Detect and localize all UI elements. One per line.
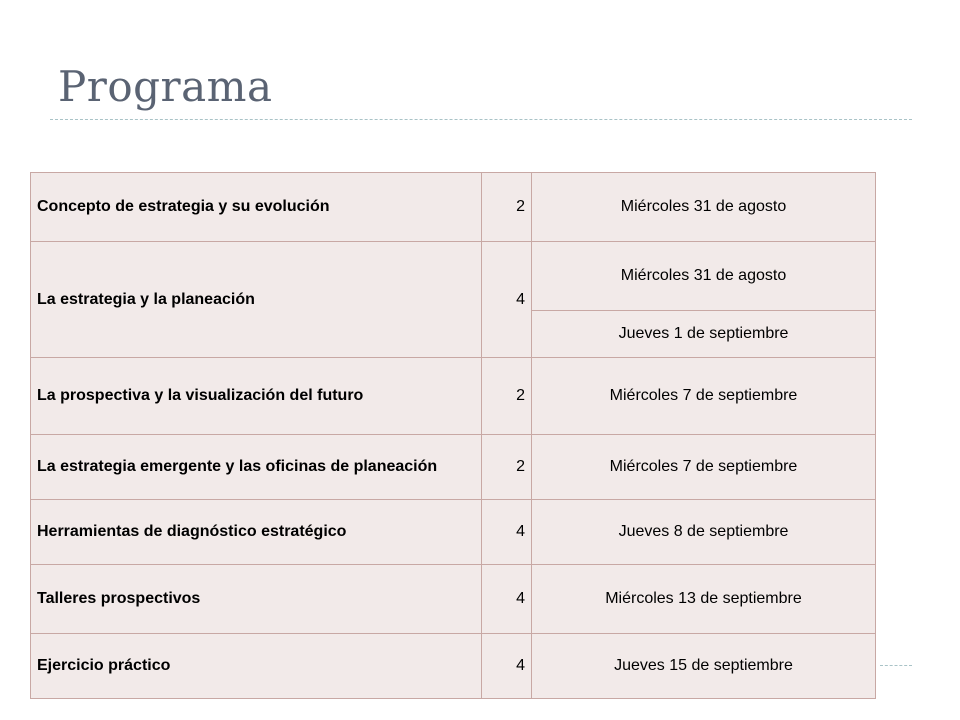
- table-row: [31, 565, 876, 634]
- table-row: [31, 358, 876, 435]
- hours-cell: 4: [482, 500, 532, 565]
- date-cell: Miércoles 13 de septiembre: [532, 565, 876, 634]
- hours-cell: 4: [482, 242, 532, 358]
- table-row: [31, 500, 876, 565]
- date-cell: Miércoles 31 de agosto: [532, 173, 876, 242]
- date-cell: Miércoles 7 de septiembre: [532, 358, 876, 435]
- topic-cell: Ejercicio práctico: [31, 634, 482, 699]
- table-row: [31, 435, 876, 500]
- program-table: [30, 172, 876, 699]
- date-cell: Miércoles 7 de septiembre: [532, 435, 876, 500]
- hours-cell: 4: [482, 634, 532, 699]
- bottom-divider: [880, 665, 912, 666]
- table-row: [31, 634, 876, 699]
- date-cell: Jueves 8 de septiembre: [532, 500, 876, 565]
- table-row: [31, 242, 876, 311]
- date-cell: Jueves 1 de septiembre: [532, 311, 876, 358]
- table-row: [31, 173, 876, 242]
- slide-title: Programa: [58, 62, 273, 111]
- hours-cell: 4: [482, 565, 532, 634]
- date-cell: Miércoles 31 de agosto: [532, 242, 876, 311]
- hours-cell: 2: [482, 358, 532, 435]
- topic-cell: La estrategia emergente y las oficinas de planeación: [31, 435, 482, 500]
- topic-cell: Concepto de estrategia y su evolución: [31, 173, 482, 242]
- hours-cell: 2: [482, 173, 532, 242]
- topic-cell: La estrategia y la planeación: [31, 242, 482, 358]
- topic-cell: La prospectiva y la visualización del futuro: [31, 358, 482, 435]
- title-divider: [50, 119, 912, 120]
- hours-cell: 2: [482, 435, 532, 500]
- topic-cell: Talleres prospectivos: [31, 565, 482, 634]
- topic-cell: Herramientas de diagnóstico estratégico: [31, 500, 482, 565]
- date-cell: Jueves 15 de septiembre: [532, 634, 876, 699]
